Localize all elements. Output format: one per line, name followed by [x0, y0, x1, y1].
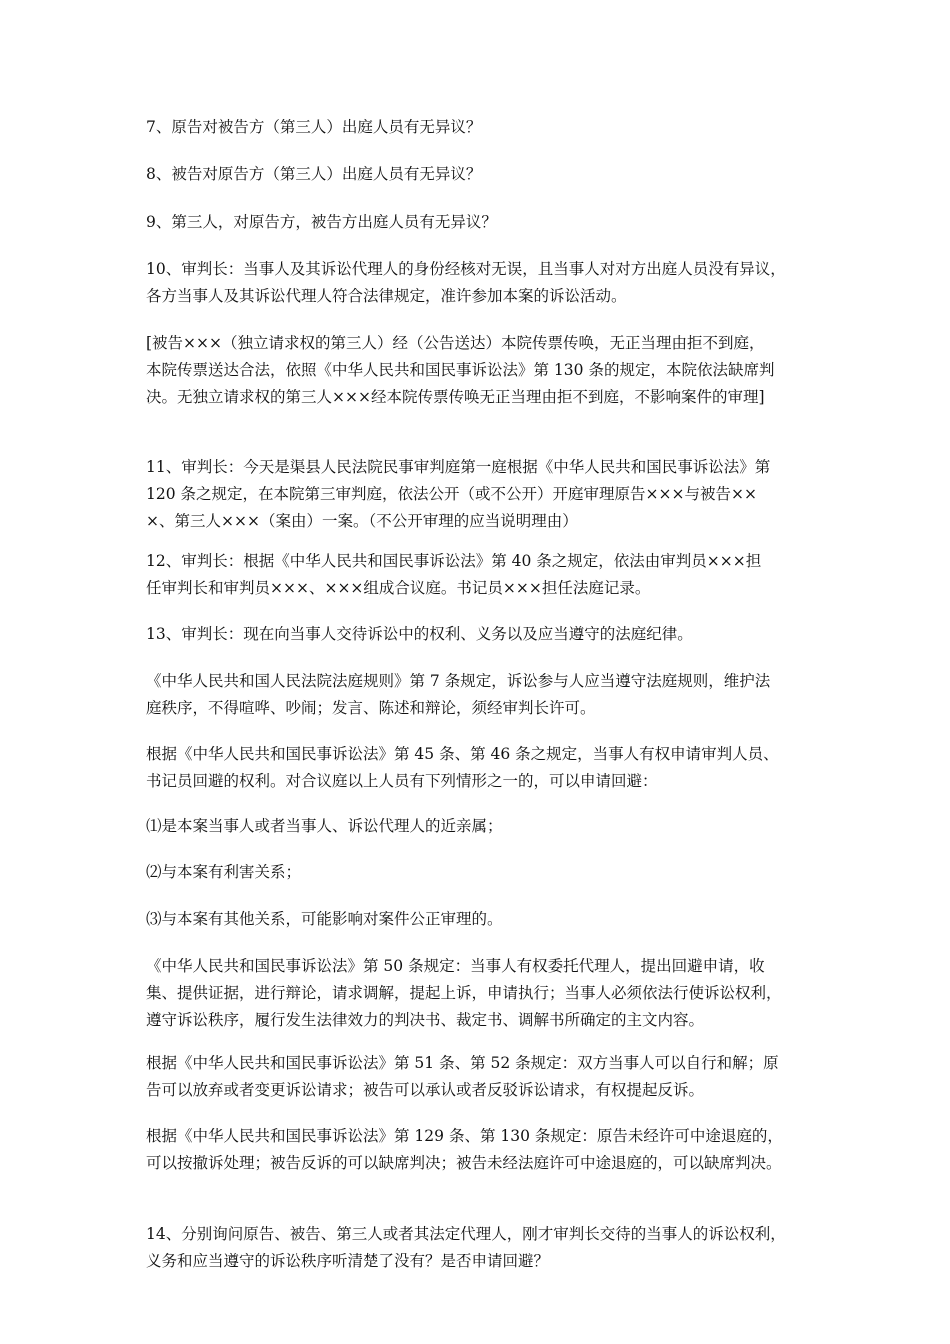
paragraph-line: 遵守诉讼秩序，履行发生法律效力的判决书、裁定书、调解书所确定的主文内容。 — [146, 1011, 705, 1029]
paragraph-line: ⑵与本案有利害关系； — [146, 863, 302, 881]
paragraph-8 — [146, 161, 816, 188]
paragraph-line: 根据《中华人民共和国民事诉讼法》第 129 条、第 130 条规定：原告未经许可中途退庭的， — [146, 1127, 783, 1145]
paragraph-line: 《中华人民共和国人民法院法庭规则》第 7 条规定，诉讼参与人应当遵守法庭规则，维护法 — [146, 672, 771, 690]
paragraph-line: 9、第三人，对原告方，被告方出庭人员有无异议？ — [146, 213, 497, 231]
paragraph-articles-129-130 — [146, 1123, 816, 1177]
paragraph-line: 决。无独立请求权的第三人×××经本院传票传唤无正当理由拒不到庭，不影响案件的审理] — [146, 388, 765, 406]
list-item-recusal-3 — [146, 906, 816, 933]
paragraph-line: 本院传票送达合法，依照《中华人民共和国民事诉讼法》第 130 条的规定，本院依法缺席判 — [146, 361, 775, 379]
paragraph-line: 《中华人民共和国民事诉讼法》第 50 条规定：当事人有权委托代理人，提出回避申请，收 — [146, 957, 765, 975]
paragraph-line: 根据《中华人民共和国民事诉讼法》第 51 条、第 52 条规定：双方当事人可以自行和解；原 — [146, 1054, 779, 1072]
paragraph-line: 12、审判长：根据《中华人民共和国民事诉讼法》第 40 条之规定，依法由审判员×××担 — [146, 552, 762, 570]
paragraph-articles-51-52 — [146, 1050, 816, 1104]
paragraph-line: 义务和应当遵守的诉讼秩序听清楚了没有？是否申请回避？ — [146, 1252, 550, 1270]
paragraph-line: 告可以放弃或者变更诉讼请求；被告可以承认或者反驳诉讼请求，有权提起反诉。 — [146, 1081, 705, 1099]
paragraph-line: 120 条之规定，在本院第三审判庭，依法公开（或不公开）开庭审理原告×××与被告×× — [146, 485, 757, 503]
paragraph-line: 任审判长和审判员×××、×××组成合议庭。书记员×××担任法庭记录。 — [146, 579, 651, 597]
paragraph-11 — [146, 454, 816, 535]
paragraph-line: [被告×××（独立请求权的第三人）经（公告送达）本院传票传唤，无正当理由拒不到庭， — [146, 334, 765, 352]
paragraph-13 — [146, 621, 816, 648]
paragraph-line: 11、审判长：今天是渠县人民法院民事审判庭第一庭根据《中华人民共和国民事诉讼法》第 — [146, 458, 771, 476]
paragraph-line: 10、审判长：当事人及其诉讼代理人的身份经核对无误，且当事人对对方出庭人员没有异议， — [146, 260, 786, 278]
paragraph-line: ⑶与本案有其他关系，可能影响对案件公正审理的。 — [146, 910, 503, 928]
paragraph-recusal-rights — [146, 741, 816, 795]
paragraph-14 — [146, 1221, 816, 1275]
paragraph-article-50 — [146, 953, 816, 1034]
paragraph-10 — [146, 256, 816, 310]
paragraph-line: 7、原告对被告方（第三人）出庭人员有无异议？ — [146, 118, 482, 136]
paragraph-line: 13、审判长：现在向当事人交待诉讼中的权利、义务以及应当遵守的法庭纪律。 — [146, 625, 693, 643]
list-item-recusal-1 — [146, 813, 816, 840]
paragraph-default-judgment-note — [146, 330, 816, 411]
paragraph-line: 庭秩序，不得喧哗、吵闹；发言、陈述和辩论，须经审判长许可。 — [146, 699, 596, 717]
list-item-recusal-2 — [146, 859, 816, 886]
paragraph-7 — [146, 114, 816, 141]
paragraph-line: 可以按撤诉处理；被告反诉的可以缺席判决；被告未经法庭许可中途退庭的，可以缺席判决。 — [146, 1154, 782, 1172]
paragraph-line: 14、分别询问原告、被告、第三人或者其法定代理人，刚才审判长交待的当事人的诉讼权利， — [146, 1225, 786, 1243]
paragraph-line: ×、第三人×××（案由）一案。（不公开审理的应当说明理由） — [146, 512, 578, 530]
paragraph-line: 8、被告对原告方（第三人）出庭人员有无异议？ — [146, 165, 482, 183]
paragraph-line: ⑴是本案当事人或者当事人、诉讼代理人的近亲属； — [146, 817, 503, 835]
paragraph-line: 集、提供证据，进行辩论，请求调解，提起上诉，申请执行；当事人必须依法行使诉讼权利， — [146, 984, 782, 1002]
paragraph-court-rules — [146, 668, 816, 722]
paragraph-12 — [146, 548, 816, 602]
paragraph-9 — [146, 209, 816, 236]
paragraph-line: 书记员回避的权利。对合议庭以上人员有下列情形之一的，可以申请回避： — [146, 772, 658, 790]
paragraph-line: 根据《中华人民共和国民事诉讼法》第 45 条、第 46 条之规定，当事人有权申请审判人员、 — [146, 745, 779, 763]
paragraph-line: 各方当事人及其诉讼代理人符合法律规定，准许参加本案的诉讼活动。 — [146, 287, 627, 305]
